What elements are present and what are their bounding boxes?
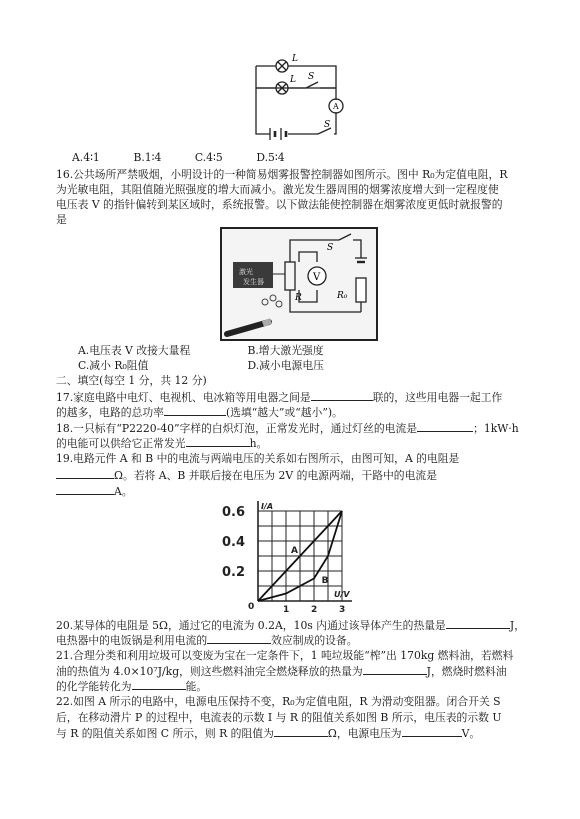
- q18-text-2a: 的电能可以供给它正常发光: [56, 437, 186, 450]
- q21-line-3: [56, 678, 536, 694]
- q20-blank-1[interactable]: [446, 617, 510, 629]
- q20-text-2a: 电热器中的电饭锅是利用电流的: [56, 634, 208, 647]
- y-tick-label: 0.4: [222, 535, 246, 550]
- q22-line-1: 22.如图 A 所示的电路中，电源电压保持不变，R₀为定值电阻，R 为滑动变阻器。闭合开关 S: [56, 695, 501, 708]
- q19-blank-2[interactable]: [56, 483, 114, 495]
- q19-blank-1[interactable]: [56, 467, 114, 479]
- label-s2: S: [308, 72, 315, 82]
- q16-line-1: 16.公共场所严禁吸烟，小明设计的一种简易烟雾报警控制器如图所示。图中 R₀为定值电阻，R: [56, 168, 508, 181]
- q21-blank-1[interactable]: [363, 663, 427, 675]
- q16-line-3: 电压表 V 的指针偏转到某区域时，系统报警。以下做法能使控制器在烟雾浓度更低时就报警的: [56, 198, 503, 211]
- x-tick-label: 2: [311, 605, 318, 615]
- q17-line-2: [56, 404, 536, 420]
- voltmeter-label: V: [313, 272, 321, 283]
- q21-text-3a: 的化学能转化为: [56, 680, 132, 693]
- q21-text-2b: J，燃烧时燃料油: [426, 665, 507, 678]
- q18-text-1b: ；1kW·h: [473, 422, 519, 435]
- laser-label-2: 发生器: [243, 278, 264, 286]
- x-tick-label: 1: [283, 605, 290, 615]
- label-switch: S: [327, 243, 334, 253]
- q22-blank-1[interactable]: [274, 725, 328, 737]
- x-axis-label: U/V: [334, 590, 350, 599]
- series-label-a: A: [291, 546, 298, 556]
- q21-blank-2[interactable]: [132, 678, 186, 690]
- q22-text-3c: V。: [461, 727, 481, 740]
- q22-line-3: [56, 725, 536, 741]
- q22-blank-2[interactable]: [402, 725, 462, 737]
- section-heading: 二、填空(每空 1 分，共 12 分): [56, 374, 207, 387]
- q20-line-2: [56, 632, 536, 648]
- q15-option-d: D.5∶4: [256, 151, 285, 164]
- laser-label-1: 激光: [239, 268, 253, 276]
- y-tick-label: 0.6: [222, 505, 246, 520]
- q21-text-3b: 能。: [185, 680, 208, 693]
- q16-option-c: C.减小 R₀阻值: [78, 359, 149, 372]
- x-tick-label: 3: [339, 605, 346, 615]
- iv-chart: [218, 497, 358, 617]
- label-l1: L: [292, 54, 298, 64]
- q21-line-2: [56, 663, 536, 679]
- q16-smoke-alarm-figure: [219, 226, 379, 342]
- q18-text-1a: 18.一只标有“P2220-40”字样的白炽灯泡，正常发光时，通过灯丝的电流是: [56, 422, 418, 435]
- q16-line-2: 为光敏电阻，其阻值随光照强度的增大而减小。激光发生器周围的烟雾浓度增大到一定程度使: [56, 183, 499, 196]
- q22-text-3a: 与 R 的阻值关系如图 C 所示，则 R 的阻值为: [56, 727, 274, 740]
- origin-label: 0: [248, 602, 255, 612]
- q16-options-row-2: [78, 358, 558, 373]
- q21-line-1: 21.合理分类和利用垃圾可以变废为宝在一定条件下，1 吨垃圾能“榨”出 170kg 燃料油，若燃料: [56, 649, 514, 662]
- q22-text-3b: Ω，电源电压为: [327, 727, 402, 740]
- q19-text-2a: Ω。若将 A、B 并联后接在电压为 2V 的电源两端，干路中的电流是: [114, 469, 437, 482]
- q17-blank-1[interactable]: [311, 389, 373, 401]
- q18-blank-2[interactable]: [186, 435, 250, 447]
- q16-line-4: 是: [56, 213, 67, 226]
- q22-line-2: 后，在移动滑片 P 的过程中，电流表的示数 I 与 R 的阻值关系如图 B 所示，电压表的示数 U: [56, 711, 502, 724]
- q16-option-d: D.减小电源电压: [247, 359, 324, 372]
- q20-text-2b: 效应制成的设备。: [271, 634, 358, 647]
- series-label-b: B: [321, 576, 329, 586]
- label-ammeter: A: [333, 102, 339, 111]
- q17-text-1b: 联的，这些用电器一起工作: [372, 391, 503, 404]
- y-tick-label: 0.2: [222, 565, 246, 580]
- q20-line-1: [56, 617, 536, 633]
- q19-line-2: [56, 467, 536, 483]
- q15-circuit-figure: [248, 52, 348, 144]
- q17-text-2b: (选填“越大”或“越小”)。: [225, 406, 343, 419]
- q15-option-c: C.4∶5: [194, 151, 223, 164]
- q15-option-b: B.1∶4: [133, 151, 162, 164]
- q16-options-row-1: [78, 343, 558, 358]
- q19-line-1: 19.电路元件 A 和 B 中的电流与两端电压的关系如右图所示，由图可知，A 的电阻是: [56, 452, 460, 465]
- q20-text-1a: 20.某导体的电阻是 5Ω，通过它的电流为 0.2A，10s 内通过该导体产生的热量是: [56, 619, 446, 632]
- q17-text-1a: 17.家庭电路中电灯、电视机、电冰箱等用电器之间是: [56, 391, 311, 404]
- q19-text-3: A。: [114, 485, 133, 498]
- label-s1: S: [324, 120, 331, 130]
- y-axis-label: I/A: [261, 502, 274, 511]
- q16-option-a: A.电压表 V 改接大量程: [78, 344, 191, 357]
- q18-line-2: [56, 435, 536, 451]
- q15-options: [72, 150, 552, 165]
- q20-text-1b: J，: [509, 619, 525, 632]
- label-l2: L: [290, 75, 296, 85]
- q20-blank-2[interactable]: [207, 632, 271, 644]
- q18-text-2b: h。: [249, 437, 268, 450]
- q17-line-1: [56, 389, 536, 405]
- q21-text-2a: 油的热值为 4.0×10⁷J/kg，则这些燃料油完全燃烧释放的热量为: [56, 665, 363, 678]
- label-r: R: [295, 293, 302, 303]
- q17-text-2a: 的越多，电路的总功率: [56, 406, 164, 419]
- q16-option-b: B.增大激光强度: [247, 344, 324, 357]
- label-r0: R₀: [337, 291, 348, 301]
- q15-option-a: A.4∶1: [72, 151, 100, 164]
- q18-blank-1[interactable]: [417, 420, 473, 432]
- q17-blank-2[interactable]: [164, 404, 226, 416]
- q18-line-1: [56, 420, 536, 436]
